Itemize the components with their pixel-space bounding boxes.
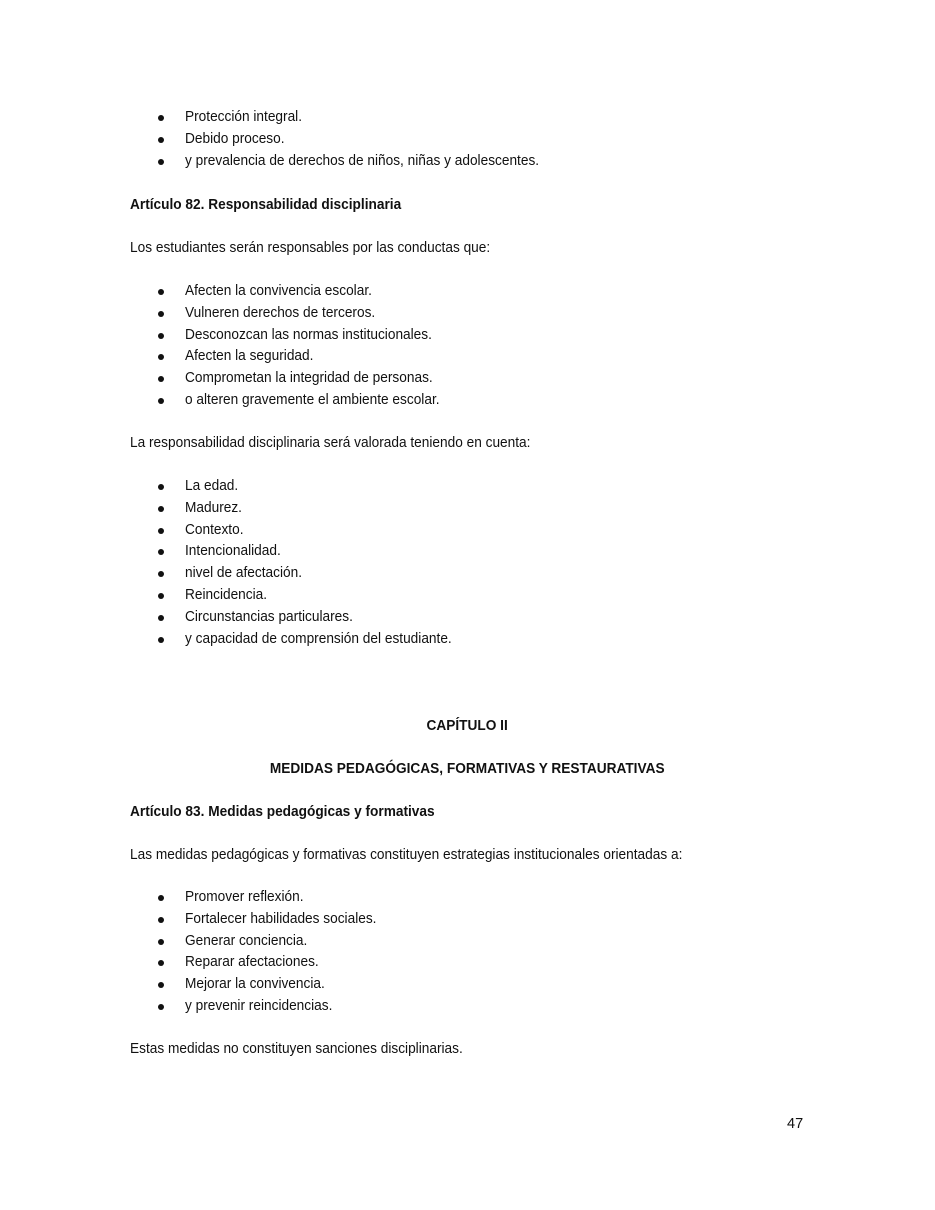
bullet-icon xyxy=(158,506,164,512)
bullet-icon xyxy=(158,939,164,945)
bullet-icon xyxy=(158,982,164,988)
bullet-icon xyxy=(158,333,164,339)
document-page: Protección integral. Debido proceso. y prevalencia de derechos de niños, niñas y adolescentes. Artículo 82. Responsabilidad disciplinaria Los estudiantes serán responsables por las conductas que: Afecten la convivencia escolar. Vulneren derechos de terceros. Desconozcan las normas institucionales. Afecten la seguridad. Comprometan la integridad de personas. o alteren gravemente el ambiente escolar. La responsabilidad disciplinaria será valorada teniendo en cuenta: La edad. Madurez. Contexto. Intencionalidad. nivel de afectación. Reincidencia. Circunstancias particulares. y capacidad de comprensión del estudiante. CAPÍTULO II MEDIDAS PEDAGÓGICAS, FORMATIVAS Y RESTAURATIVAS Artículo 83. Medidas pedagógicas y formativas Las medidas pedagógicas y formativas constituyen estrategias institucionales orientadas a: Promover reflexión. Fortalecer habilidades sociales. Generar conciencia. Reparar afectaciones. Mejorar la convivencia. y prevenir reincidencias. Estas medidas no constituyen sanciones disciplinarias. 47 xyxy=(0,0,935,1210)
article-83-heading: Artículo 83. Medidas pedagógicas y formativas xyxy=(130,803,435,820)
chapter-title: CAPÍTULO II xyxy=(426,717,509,734)
bullet-icon xyxy=(158,917,164,923)
bullet-icon xyxy=(158,311,164,317)
bullet-icon xyxy=(158,354,164,360)
bullet-icon xyxy=(158,549,164,555)
bullet-icon xyxy=(158,137,164,143)
bullet-icon xyxy=(158,895,164,901)
bullet-icon xyxy=(158,571,164,577)
article-83-intro: Las medidas pedagógicas y formativas constituyen estrategias institucionales orientadas a: xyxy=(130,846,683,863)
closing-paragraph: Estas medidas no constituyen sanciones disciplinarias. xyxy=(130,1040,463,1057)
article-82-intro: Los estudiantes serán responsables por las conductas que: xyxy=(130,239,491,256)
bullet-icon xyxy=(158,960,164,966)
bullet-icon xyxy=(158,637,164,643)
bullet-icon xyxy=(158,528,164,534)
bullet-icon xyxy=(158,115,164,121)
bullet-icon xyxy=(158,159,164,165)
article-82-heading: Artículo 82. Responsabilidad disciplinaria xyxy=(130,196,402,213)
chapter-subtitle: MEDIDAS PEDAGÓGICAS, FORMATIVAS Y RESTAURATIVAS xyxy=(270,760,665,777)
page-number: 47 xyxy=(787,1116,804,1132)
bullet-icon xyxy=(158,615,164,621)
bullet-icon xyxy=(158,1004,164,1010)
bullet-icon xyxy=(158,593,164,599)
valuation-intro: La responsabilidad disciplinaria será valorada teniendo en cuenta: xyxy=(130,434,531,451)
bullet-icon xyxy=(158,398,164,404)
bullet-icon xyxy=(158,376,164,382)
bullet-icon xyxy=(158,289,164,295)
bullet-icon xyxy=(158,484,164,490)
